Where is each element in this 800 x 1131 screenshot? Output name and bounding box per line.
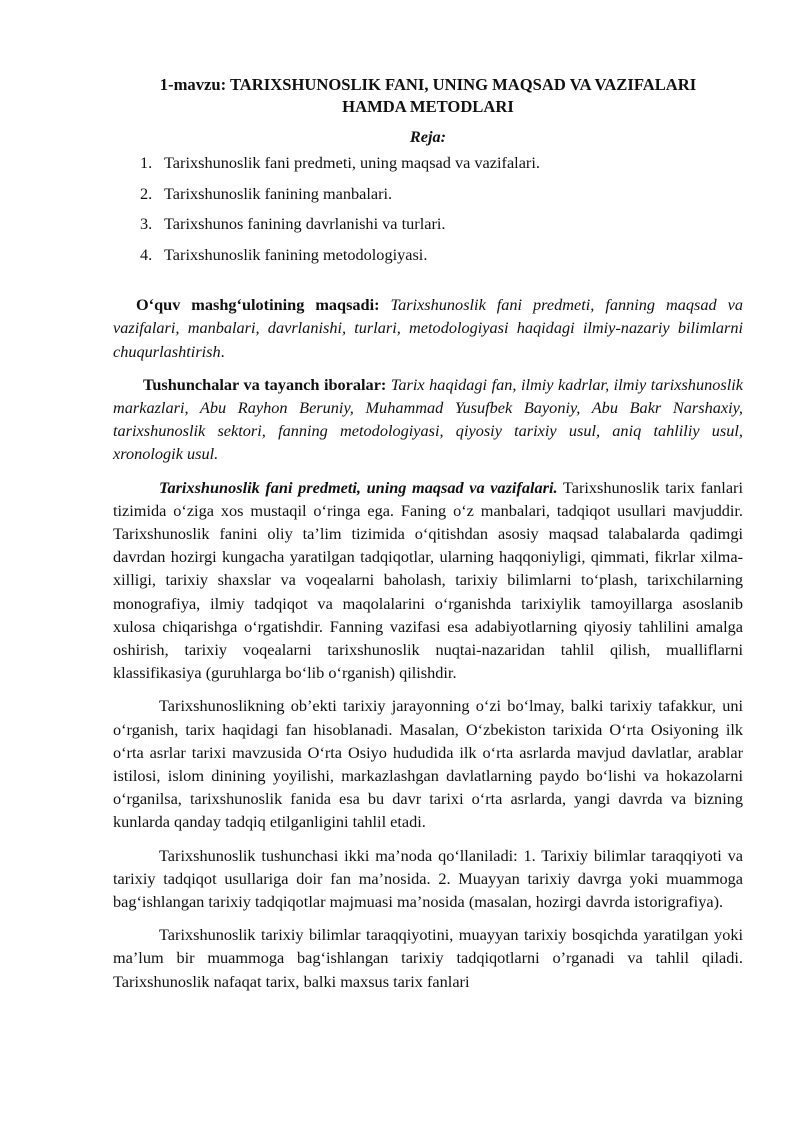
topic-title-line2: HAMDA METODLARI [342, 96, 514, 116]
list-item-number: 1. [140, 153, 153, 173]
subject-section-heading: Tarixshunoslik fani predmeti, uning maqsad va vazifalari. [159, 477, 558, 497]
plan-heading-colon: : [440, 127, 447, 146]
plan-list [113, 151, 743, 266]
list-item [140, 243, 743, 267]
list-item [140, 182, 743, 206]
topic-title [113, 74, 743, 117]
lesson-goal-end: . [220, 341, 225, 361]
lesson-goal-text: Tarixshunoslik fani predmeti, fanning maqsad va vazifalari, manbalari, davrlanishi, turlari, metodologiyasi haqidagi ilmiy-nazariy bilimlarni chuqurlashtirish [113, 295, 743, 361]
body-paragraph-meanings: Tarixshunoslik tushunchasi ikki ma’noda qo‘llaniladi: 1. Tarixiy bilimlar taraqqiyoti va tarixiy tadqiqot usullariga doir fan ma’nosida. 2. Muayyan tarixiy davrga yoki muammoga bag‘ishlangan tarixiy tadqiqotlar majmuasi ma’nosida (masalan, hozirgi davrda istorigrafiya). [113, 845, 743, 912]
subject-section-text: Tarixshunoslik tarix fanlari tizimida o‘ziga xos mustaqil o‘ringa ega. Faning o‘z manbalari, tadqiqot usullari mavjuddir. Tarixshunoslik fanini oliy ta’lim tizimida o‘qitishdan asosiy maqsad talabalarda qadimgi davrdan hozirgi kungacha yaratilgan tadqiqotlar, ularning haqqoniyligi, qimmati, fikrlar xilma-xilligi, tarixiy shaxslar va voqealarni baholash, tarixiy bilimlarni to‘plash, tarixchilarning monografiya, ilmiy tadqiqot va maqolalarini o‘rganishda tarixiylik tamoyillarga asoslanib xulosa chiqarishga o‘rgatishdir. Fanning vazifasi esa adabiyotlarning qiyosiy tahlilini amalga oshirish, tarixiy voqealarni tarixshunoslik nuqtai-nazaridan tahlil qilish, mualliflarni klassifikasiya (guruhlarga bo‘lib o‘rganish) qilishdir. [113, 477, 744, 683]
document-page [113, 74, 743, 993]
key-terms-text: Tarix haqidagi fan, ilmiy kadrlar, ilmiy tarixshunoslik markazlari, Abu Rayhon Beruniy, Muhammad Yusufbek Bayoniy, Abu Bakr Narshaxiy, tarixshunoslik sektori, fanning metodologiyasi, qiyosiy tarixiy usul, aniq tahliliy usul, xronologik usul. [113, 374, 743, 464]
list-item-number: 3. [140, 214, 153, 234]
key-terms-label: Tushunchalar va tayanch iboralar: [143, 374, 387, 394]
list-item-number: 2. [140, 183, 153, 203]
list-item [140, 151, 743, 175]
subject-section-paragraph [113, 476, 743, 685]
topic-title-line1: 1-mavzu: TARIXSHUNOSLIK FANI, UNING MAQSAD VA VAZIFALARI [159, 75, 697, 94]
lesson-goal-paragraph [113, 293, 743, 363]
plan-heading [113, 125, 743, 148]
list-item-text: Tarixshunoslik fanining manbalari. [164, 183, 393, 203]
list-item-number: 4. [140, 244, 153, 264]
plan-heading-label: Reja [409, 127, 441, 146]
body-paragraph-continued: Tarixshunoslik tarixiy bilimlar taraqqiyotini, muayyan tarixiy bosqichda yaratilgan yoki ma’lum bir muammoga bag‘ishlangan tarixiy tadqiqotlarni o’rganadi va tahlil qiladi. Tarixshunoslik nafaqat tarix, balki maxsus tarix fanlari [113, 925, 743, 991]
lesson-goal-label: O‘quv mashg‘ulotining maqsadi: [136, 295, 380, 315]
list-item-text: Tarixshunoslik fanining metodologiyasi. [164, 244, 428, 264]
key-terms-paragraph [113, 373, 743, 466]
list-item [140, 212, 743, 236]
list-item-text: Tarixshunos fanining davrlanishi va turlari. [164, 214, 446, 234]
list-item-text: Tarixshunoslik fani predmeti, uning maqsad va vazifalari. [164, 153, 540, 173]
body-paragraph-object: Tarixshunoslikning ob’ekti tarixiy jarayonning o‘zi bo‘lmay, balki tarixiy tafakkur, uni o‘rganish, tarix haqidagi fan hisoblanadi. Masalan, O‘zbekiston tarixida O‘rta Osiyoning ilk o‘rta asrlar tarixi mavzusida O‘rta Osiyo hududida ilk o‘rta asrlarda mavjud davlatlar, arablar istilosi, islom dinining yoyilishi, markazlashgan davlatlarning paydo bo‘lishi va hokazolarni o‘rganilsa, tarixshunoslik fanida esa bu davr tarixi o‘rta asrlarda, yangi davrda va bizning kunlarda qanday tadqiq etilganligini tahlil etadi. [113, 696, 743, 832]
